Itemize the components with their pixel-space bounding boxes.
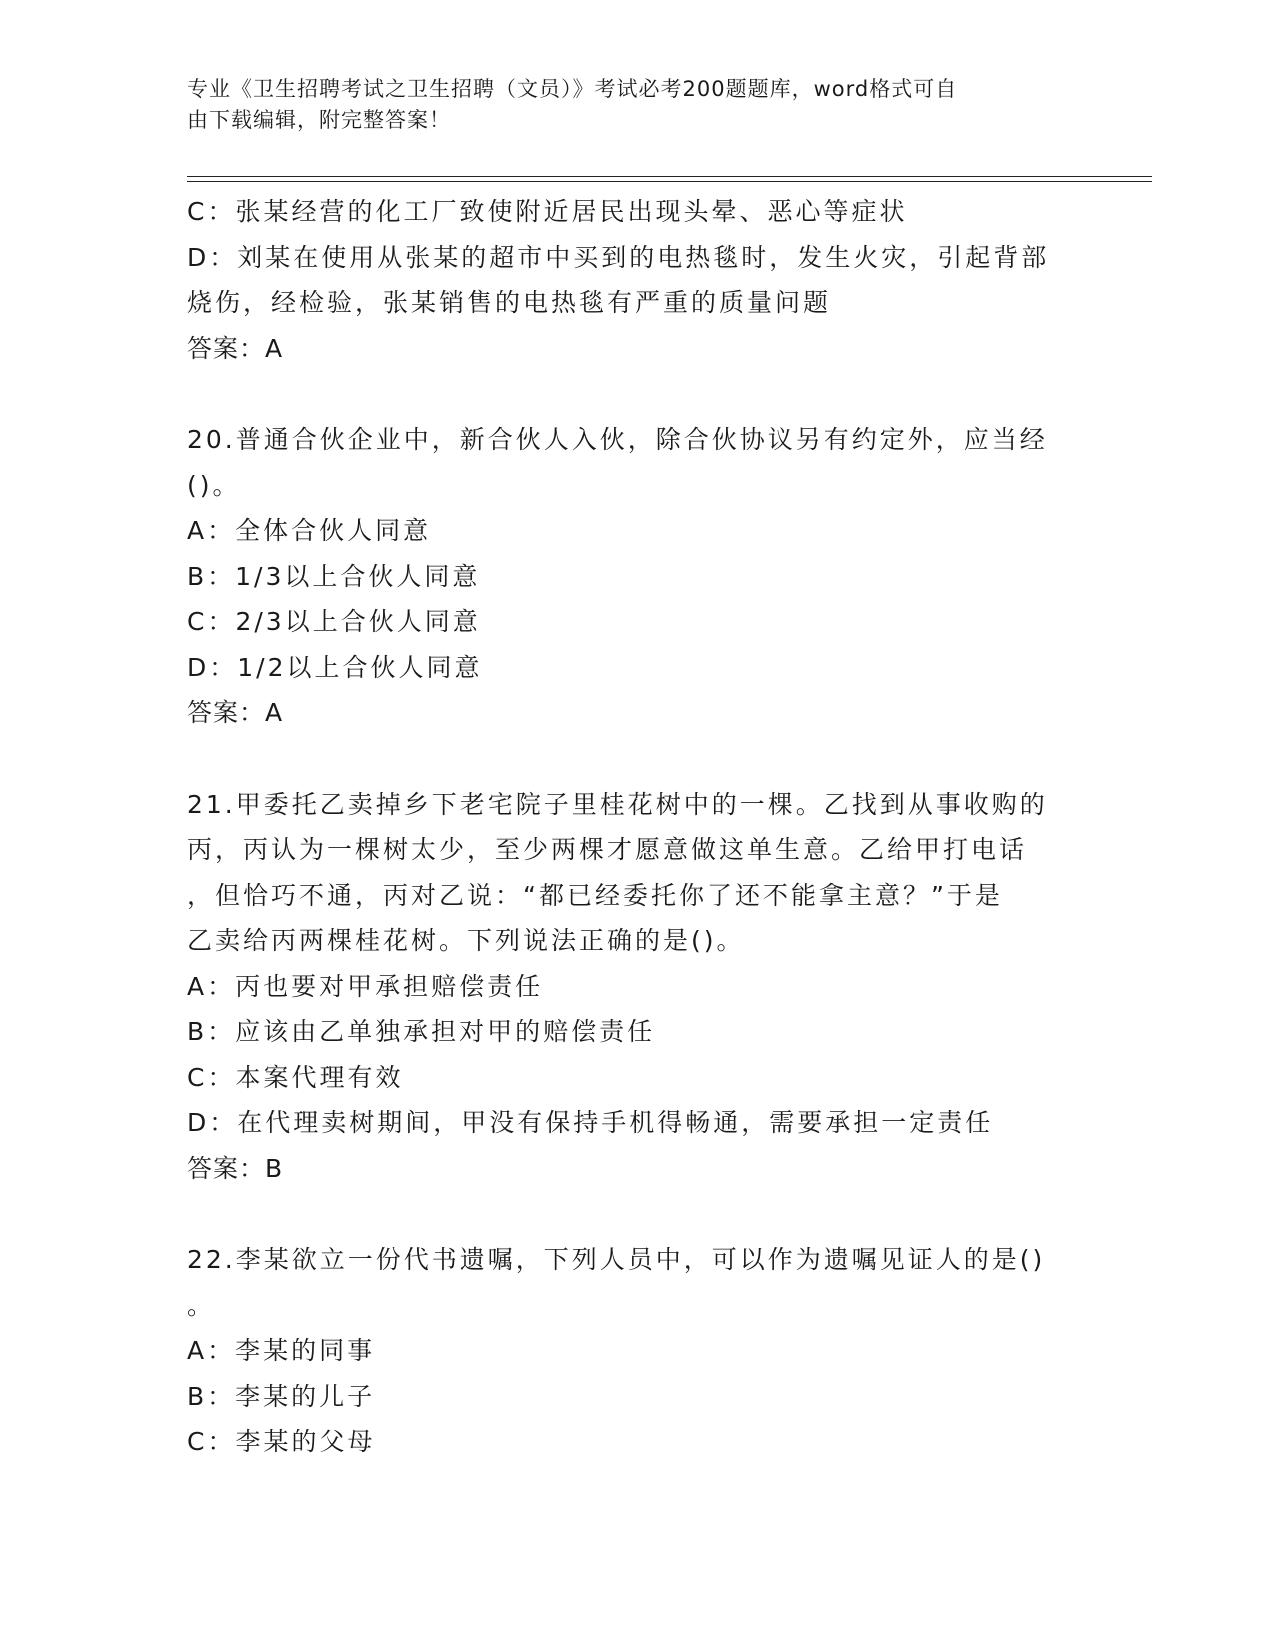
answer: 答案：A	[187, 333, 284, 363]
option-d: D：1/2以上合伙人同意	[187, 652, 483, 682]
option-a: A：丙也要对甲承担赔偿责任	[187, 971, 544, 1001]
option-b: B：1/3以上合伙人同意	[187, 561, 481, 591]
question-stem-continued: 乙卖给丙两棵桂花树。下列说法正确的是()。	[187, 926, 745, 955]
header-line-2: 由下载编辑，附完整答案！	[187, 108, 451, 132]
option-d: D：刘某在使用从张某的超市中买到的电热毯时，发生火灾，引起背部	[187, 242, 1050, 272]
document-header	[187, 74, 1067, 136]
question-21	[187, 782, 1087, 1192]
option-c: C：张某经营的化工厂致使附近居民出现头晕、恶心等症状	[187, 197, 908, 226]
question-stem-continued: ()。	[187, 470, 241, 500]
option-b: B：应该由乙单独承担对甲的赔偿责任	[187, 1017, 656, 1046]
option-a: A：李某的同事	[187, 1336, 376, 1365]
option-c: C：2/3以上合伙人同意	[187, 607, 481, 636]
question-stem-continued: 。	[187, 1290, 216, 1320]
header-line-1: 专业《卫生招聘考试之卫生招聘（文员）》考试必考200题题库，word格式可自	[187, 77, 958, 101]
header-divider-top	[187, 176, 1152, 177]
option-d-continued: 烧伤，经检验，张某销售的电热毯有严重的质量问题	[187, 288, 832, 317]
question-20	[187, 417, 1087, 736]
document-body	[187, 189, 1087, 1465]
option-c: C：本案代理有效	[187, 1062, 404, 1092]
question-22	[187, 1237, 1087, 1465]
option-a: A：全体合伙人同意	[187, 516, 432, 545]
question-stem: 21.甲委托乙卖掉乡下老宅院子里桂花树中的一棵。乙找到从事收购的	[187, 789, 1048, 819]
option-d: D：在代理卖树期间，甲没有保持手机得畅通，需要承担一定责任	[187, 1108, 994, 1137]
question-stem: 20.普通合伙企业中，新合伙人入伙，除合伙协议另有约定外，应当经	[187, 425, 1048, 454]
option-c: C：李某的父母	[187, 1427, 376, 1456]
question-stem: 22.李某欲立一份代书遗嘱，下列人员中，可以作为遗嘱见证人的是()	[187, 1245, 1046, 1274]
question-19-tail	[187, 189, 1087, 371]
answer: 答案：A	[187, 698, 284, 727]
header-divider-bottom	[187, 181, 1152, 182]
answer: 答案：B	[187, 1153, 284, 1183]
option-b: B：李某的儿子	[187, 1381, 376, 1411]
question-stem-continued: ，但恰巧不通，丙对乙说：“都已经委托你了还不能拿主意？”于是	[187, 880, 1003, 910]
question-stem-continued: 丙，丙认为一棵树太少，至少两棵才愿意做这单生意。乙给甲打电话	[187, 835, 1028, 864]
